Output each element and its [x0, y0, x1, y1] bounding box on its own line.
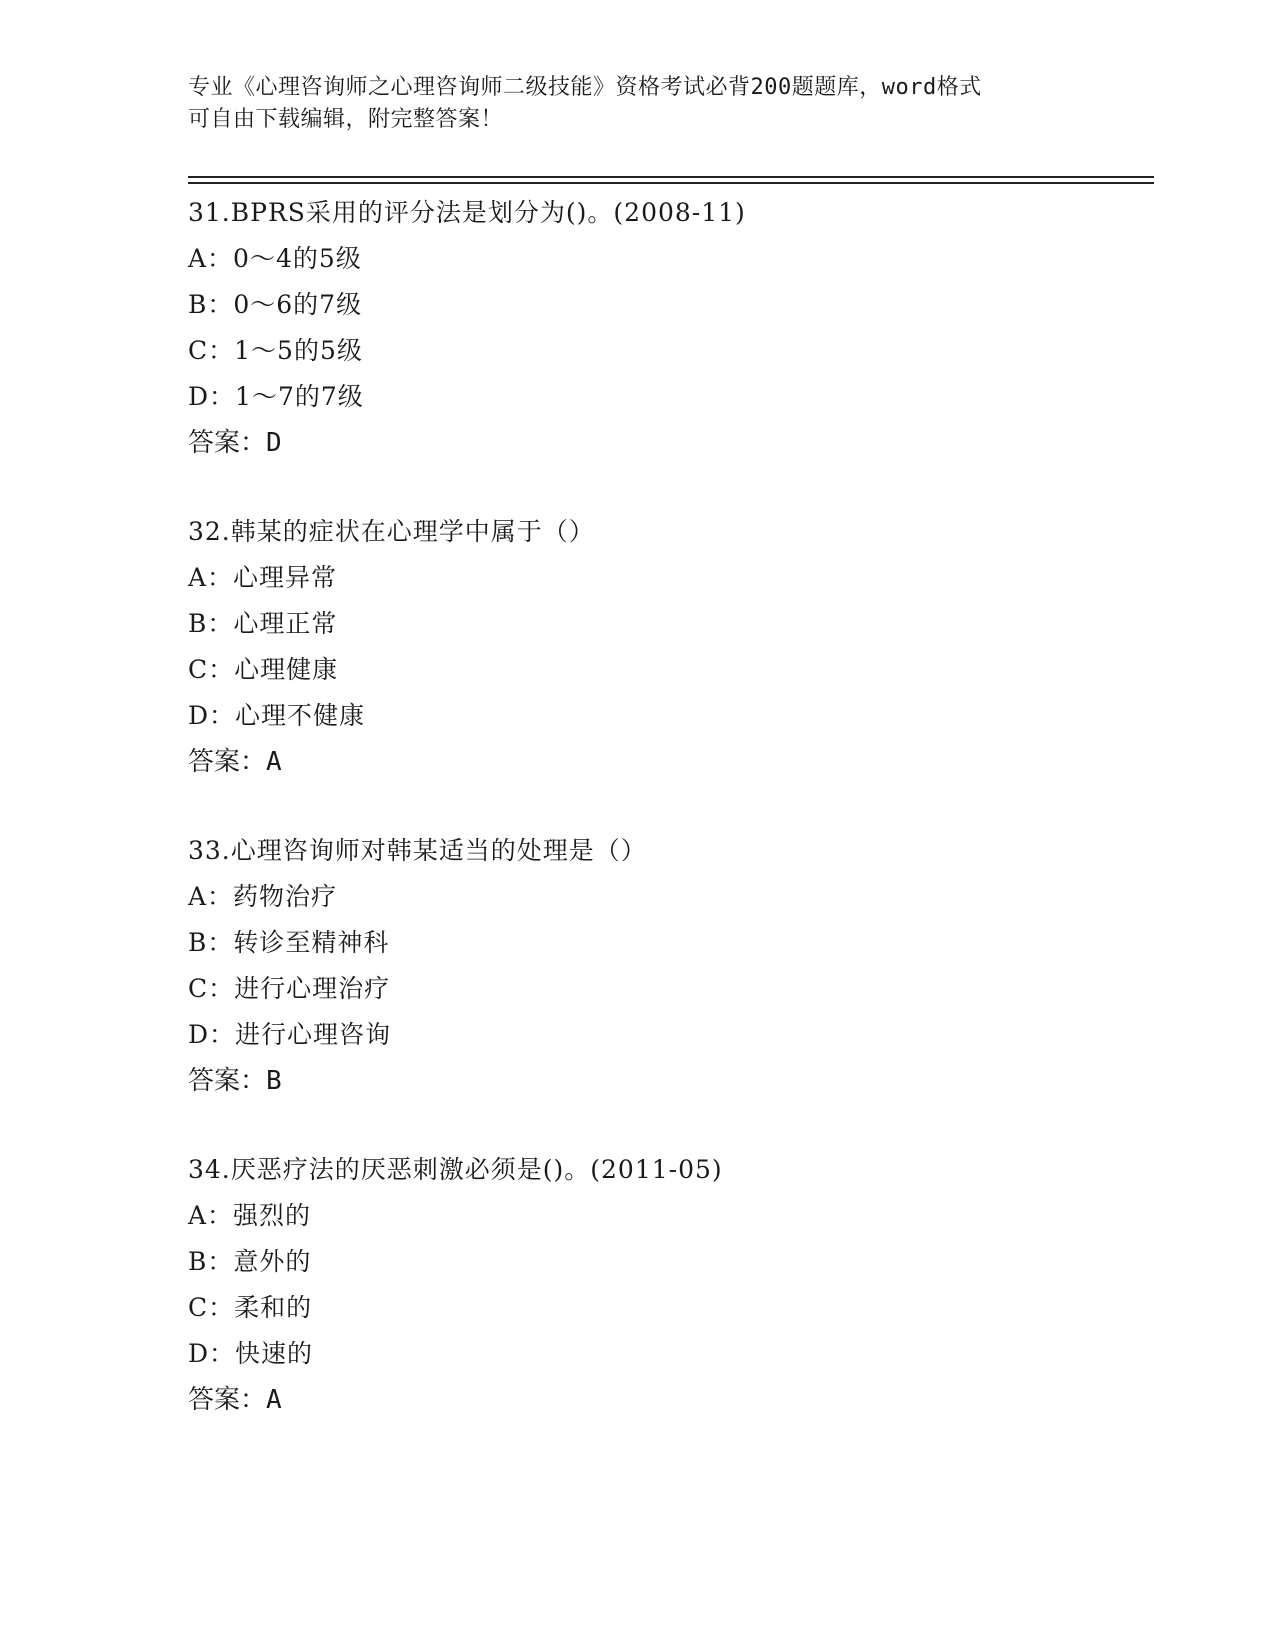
option-a: A：药物治疗	[188, 882, 338, 911]
question-32	[188, 509, 1148, 785]
option-b: B：心理正常	[188, 609, 338, 638]
question-text: 33.心理咨询师对韩某适当的处理是（）	[188, 836, 647, 865]
option-c: C：1～5的5级	[188, 336, 363, 365]
option-c: C：心理健康	[188, 655, 339, 684]
question-text: 31.BPRS采用的评分法是划分为()。(2008-11)	[188, 198, 746, 227]
option-c: C：进行心理治疗	[188, 974, 391, 1003]
question-text: 32.韩某的症状在心理学中属于（）	[188, 517, 595, 546]
header-line-1: 专业《心理咨询师之心理咨询师二级技能》资格考试必背200题题库，word格式	[188, 75, 982, 100]
question-text: 34.厌恶疗法的厌恶刺激必须是()。(2011-05)	[188, 1155, 723, 1184]
option-d: D：进行心理咨询	[188, 1020, 392, 1049]
header-divider-bottom	[188, 182, 1154, 184]
answer-label: 答案：B	[188, 1066, 282, 1096]
header-divider-top	[188, 176, 1154, 178]
option-a: A：心理异常	[188, 563, 338, 592]
option-b: B：0～6的7级	[188, 290, 363, 319]
answer-label: 答案：A	[188, 1385, 282, 1415]
question-34	[188, 1147, 1148, 1423]
option-d: D：快速的	[188, 1339, 314, 1368]
option-d: D：1～7的7级	[188, 382, 364, 411]
option-c: C：柔和的	[188, 1293, 313, 1322]
question-list	[188, 190, 1148, 1466]
option-a: A：0～4的5级	[188, 244, 362, 273]
question-33	[188, 828, 1148, 1104]
option-a: A：强烈的	[188, 1201, 312, 1230]
header-line-2: 可自由下载编辑，附完整答案！	[188, 107, 504, 132]
document-header	[188, 72, 1088, 136]
option-b: B：转诊至精神科	[188, 928, 390, 957]
option-d: D：心理不健康	[188, 701, 366, 730]
option-b: B：意外的	[188, 1247, 312, 1276]
question-31	[188, 190, 1148, 466]
answer-label: 答案：A	[188, 747, 282, 777]
answer-label: 答案：D	[188, 428, 282, 458]
